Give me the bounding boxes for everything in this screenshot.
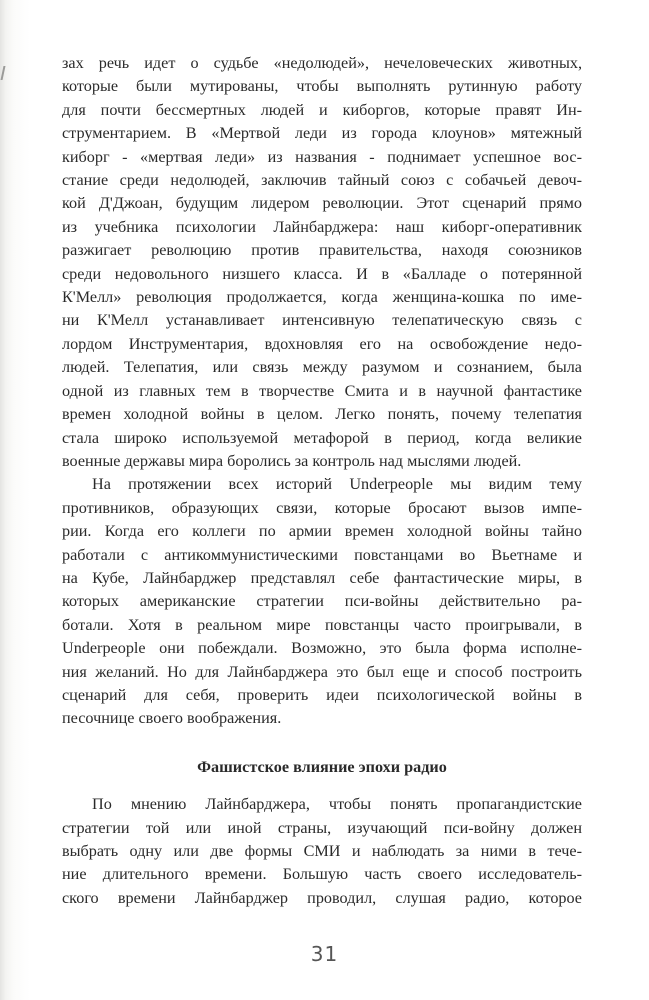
scan-edge-mark: [1, 66, 6, 80]
text-line: По мнению Лайнбарджера, чтобы понять пропагандистские: [92, 795, 582, 814]
text-line: На протяжении всех историй Underpeople мы видим тему: [92, 475, 582, 494]
section-heading: Фашистское влияние эпохи радио: [197, 757, 447, 776]
text-line: ни К'Мелл устанавливает интенсивную телепатическую связь с: [62, 311, 582, 330]
text-line: которые были мутированы, чтобы выполнять рутинную работу: [62, 77, 582, 96]
text-line: лордом Инструментария, вдохновляя его на освобождение недо-: [62, 334, 582, 353]
text-line: сценарий для себя, проверить идеи психологической войны в: [62, 685, 582, 704]
text-line: ния желаний. Но для Лайнбарджера это был еще и способ построить: [62, 662, 582, 681]
text-line: кой Д'Джоан, будущим лидером революции. Этот сценарий прямо: [62, 194, 582, 213]
text-line: для почти бессмертных людей и киборгов, которые правят Ин-: [62, 100, 582, 119]
text-line: киборг - «мертвая леди» из названия - поднимает успешное вос-: [62, 147, 582, 166]
text-line: военные державы мира боролись за контроль над мыслями людей.: [62, 451, 522, 470]
text-line: выбрать одну или две формы СМИ и наблюдать за ними в тече-: [62, 842, 582, 860]
text-line: работали с антикоммунистическими повстанцами во Вьетнаме и: [62, 545, 582, 564]
text-line: стание среди недолюдей, заключив тайный союз с собачьей девоч-: [62, 171, 582, 190]
body-text: [62, 52, 582, 910]
text-line: стратегии той или иной страны, изучающий пси-войну должен: [62, 818, 582, 837]
text-line: на Кубе, Лайнбарджер представлял себе фантастические миры, в: [62, 568, 582, 587]
text-line: одной из главных тем в творчестве Смита и в научной фантастике: [62, 381, 582, 400]
text-line: среди недовольного низшего класса. И в «Балладе о потерянной: [62, 264, 582, 283]
text-line: рии. Когда его коллеги по армии времен холодной войны тайно: [62, 522, 582, 541]
text-line: ботали. Хотя в реальном мире повстанцы часто проигрывали, в: [62, 615, 582, 634]
text-line: из учебника психологии Лайнбарджера: наш киборг-оперативник: [62, 217, 582, 236]
text-line: ского времени Лайнбарджер проводил, слушая радио, которое: [62, 888, 582, 907]
text-line: времен холодной войны в целом. Легко понять, почему телепатия: [62, 405, 582, 424]
text-line: зах речь идет о судьбе «недолюдей», нечеловеческих животных,: [62, 54, 582, 72]
text-line: разжигает революцию против правительства, находя союзников: [62, 241, 582, 260]
text-line: стала широко используемой метафорой в период, когда великие: [62, 428, 582, 447]
text-line: ние длительного времени. Большую часть своего исследователь-: [62, 865, 582, 884]
paragraph-1: [62, 52, 582, 473]
paragraph-2: [62, 473, 582, 730]
text-line: К'Мелл» революция продолжается, когда женщина-кошка по име-: [62, 288, 582, 307]
text-line: которых американские стратегии пси-войны действительно ра-: [62, 592, 582, 611]
paragraph-3: [62, 793, 582, 910]
text-line: противников, образующих связи, которые бросают вызов импе-: [62, 498, 582, 517]
text-line: людей. Телепатия, или связь между разумом и сознанием, была: [62, 358, 582, 377]
text-line: песочнице своего воображения.: [62, 709, 282, 728]
text-line: струментарием. В «Мертвой леди из города клоунов» мятежный: [62, 124, 582, 143]
text-line: Underpeople они побеждали. Возможно, это была форма исполне-: [62, 639, 582, 658]
page-number: 31: [310, 942, 339, 966]
